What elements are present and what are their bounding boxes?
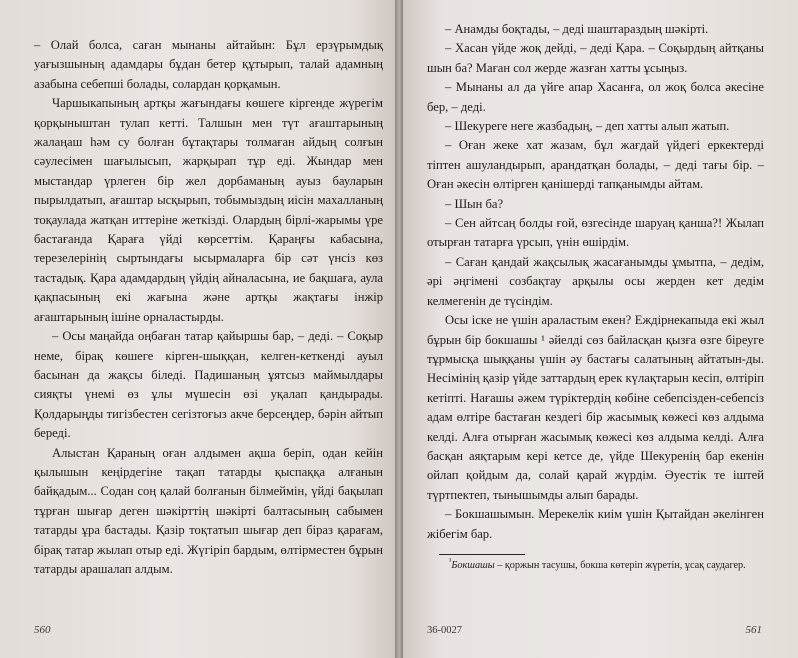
left-paragraph: Чаршыкапының артқы жағындағы көшеге кіргенде жүрегім қорқыныштан тулап кетті. Талшын мен түт ағаштарының жалаңаш һәм су болған бұтақтары толмаған айдың солғын сәулесімен шағылысып, жарқырап тұр еді. Жындар мен мыстандар үрлеген бір жел дорбаманың ауыз бауларын пырылдатып, ағаштар ысқырып, тобымыздың иісін махалланың тоқаулада жатқан иттеріне жеткізді. Олардың бірлі-жарымы үре бастағанда Қараға үйді көрсеттім. Қараңғы кабасына, терезелерінің сыртындағы ысырмаларға бір сәт үнсіз көз тастадық. Қара адамдардың үйдің айналасына, ие бақшаға, аула қақпасының екі жағына және артқы жақтағы інжір ағаштарының ішіне орналастырды. <box>34 96 383 324</box>
left-paragraph: Алыстан Қараның оған алдымен ақша беріп, одан кейін қылышын кеңірдегіне тақап татарды қыспаққа алғанын байқадым... Содан соң қалай болғанын білмеймін, үйді бақылап тұрған шығар деген шәкірттің шәкірті балтасының сабымен татарды ұра бастады. Қазір тоқтатып шығар деп біраз қарағам, бірақ татар жылап отыр еді. Жүгіріп бардым, өлтірместен бұрын татарды арашалап алдым. <box>34 445 383 576</box>
footnote <box>439 556 764 572</box>
right-paragraph: – Шекуреге неге жазбадың, – деп хатты алып жатып. <box>445 119 730 134</box>
right-paragraph: Осы іске не үшін араластым екен? Еждірнекапыда екі жыл бұрын бір бокшашы ¹ әйелді сөз байласқан қызға өзге біреуге тұрмысқа шыққаны үшін әу бастағы салатының айтатын-ды. Несімінің қазір үйде заттардың ерек күлақтарын кесіп, өлтіріп кетіпті. Нағашы әжем түріктердің көбіне себепсізден-себепсіз адам өлтіре бастаған кездегі бір жасымық көжесі көз алдыма келді. Алға отырған жасымық көжесі көз алдыма келді. Алға басқан аяқтарым кері кетсе де, үйде Шекуренің бар екенін ойлап қойдым да, солай қарай жүрдім. Әуестік те іштей түртпектеп, тынышымды алып барады. <box>427 313 764 502</box>
right-paragraph: – Оған жеке хат жазам, бұл жағдай үйдегі еркектерді тіптен ашуландырып, арандатқан болады, – деді тағы бір. – Оған әкесін өлтірген қанішерді тапқанымды айтам. <box>427 138 764 192</box>
right-paragraph: – Бокшашымын. Мерекелік киім үшін Қытайдан әкелінген жібегім бар. <box>427 507 764 541</box>
footnote-term: Бокшашы <box>451 559 495 571</box>
footnote-marker: ¹ <box>449 556 452 566</box>
book-gutter <box>395 0 403 658</box>
left-paragraph: – Олай болса, саған мынаны айтайын: Бұл ерзүрымдық уағызшының адамдары бұдан бетер құтырып, талай адамның азабына себепші болады, солардан қорқамын. <box>34 38 383 91</box>
right-paragraph: – Сен айтсаң болды ғой, өзгесінде шаруаң қанша?! Жылап отырған татарға үрсып, үнін өшірдім. <box>427 216 764 250</box>
footnote-text: – қоржын тасушы, бокша көтеріп жүретін, ұсақ саудагер. <box>494 559 746 571</box>
page-number-right: 561 <box>745 624 762 636</box>
right-page <box>403 0 798 658</box>
printer-signature: 36-0027 <box>427 625 462 636</box>
right-paragraph: – Анамды боқтады, – деді шаштараздың шәкірті. <box>445 22 709 36</box>
footnote-divider <box>439 554 525 555</box>
right-paragraph: – Хасан үйде жоқ дейді, – деді Қара. – Соқырдың айтқаны шын ба? Маған сол жерде жазған хатты ұсыңыз. <box>427 41 764 75</box>
right-paragraph: – Саған қандай жақсылық жасағанымды ұмытпа, – дедім, әрі әңгімені созбақтау арқылы осы жерден кет дедім келмегенін де түсіндім. <box>427 254 764 308</box>
left-paragraph: – Осы маңайда оңбаған татар қайыршы бар, – деді. – Соқыр неме, бірақ көшеге кірген-шыққан, келген-кеткенді ауыл басынан да жақсы біледі. Падишаның ұятсыз маймылдары сияқты үнемі өз ұлы мүшесін өзі уқалап қандырады. Қолдарыңды тигізбестен сегізтоғыз акче берсеңдер, бәрін айтып береді. <box>34 329 383 441</box>
page-number-left: 560 <box>34 624 51 636</box>
right-paragraph: – Мынаны ал да үйге апар Хасанға, ол жоқ болса әкесіне бер, – деді. <box>427 80 764 114</box>
right-paragraph: – Шын ба? <box>445 196 504 211</box>
left-page <box>0 0 395 658</box>
